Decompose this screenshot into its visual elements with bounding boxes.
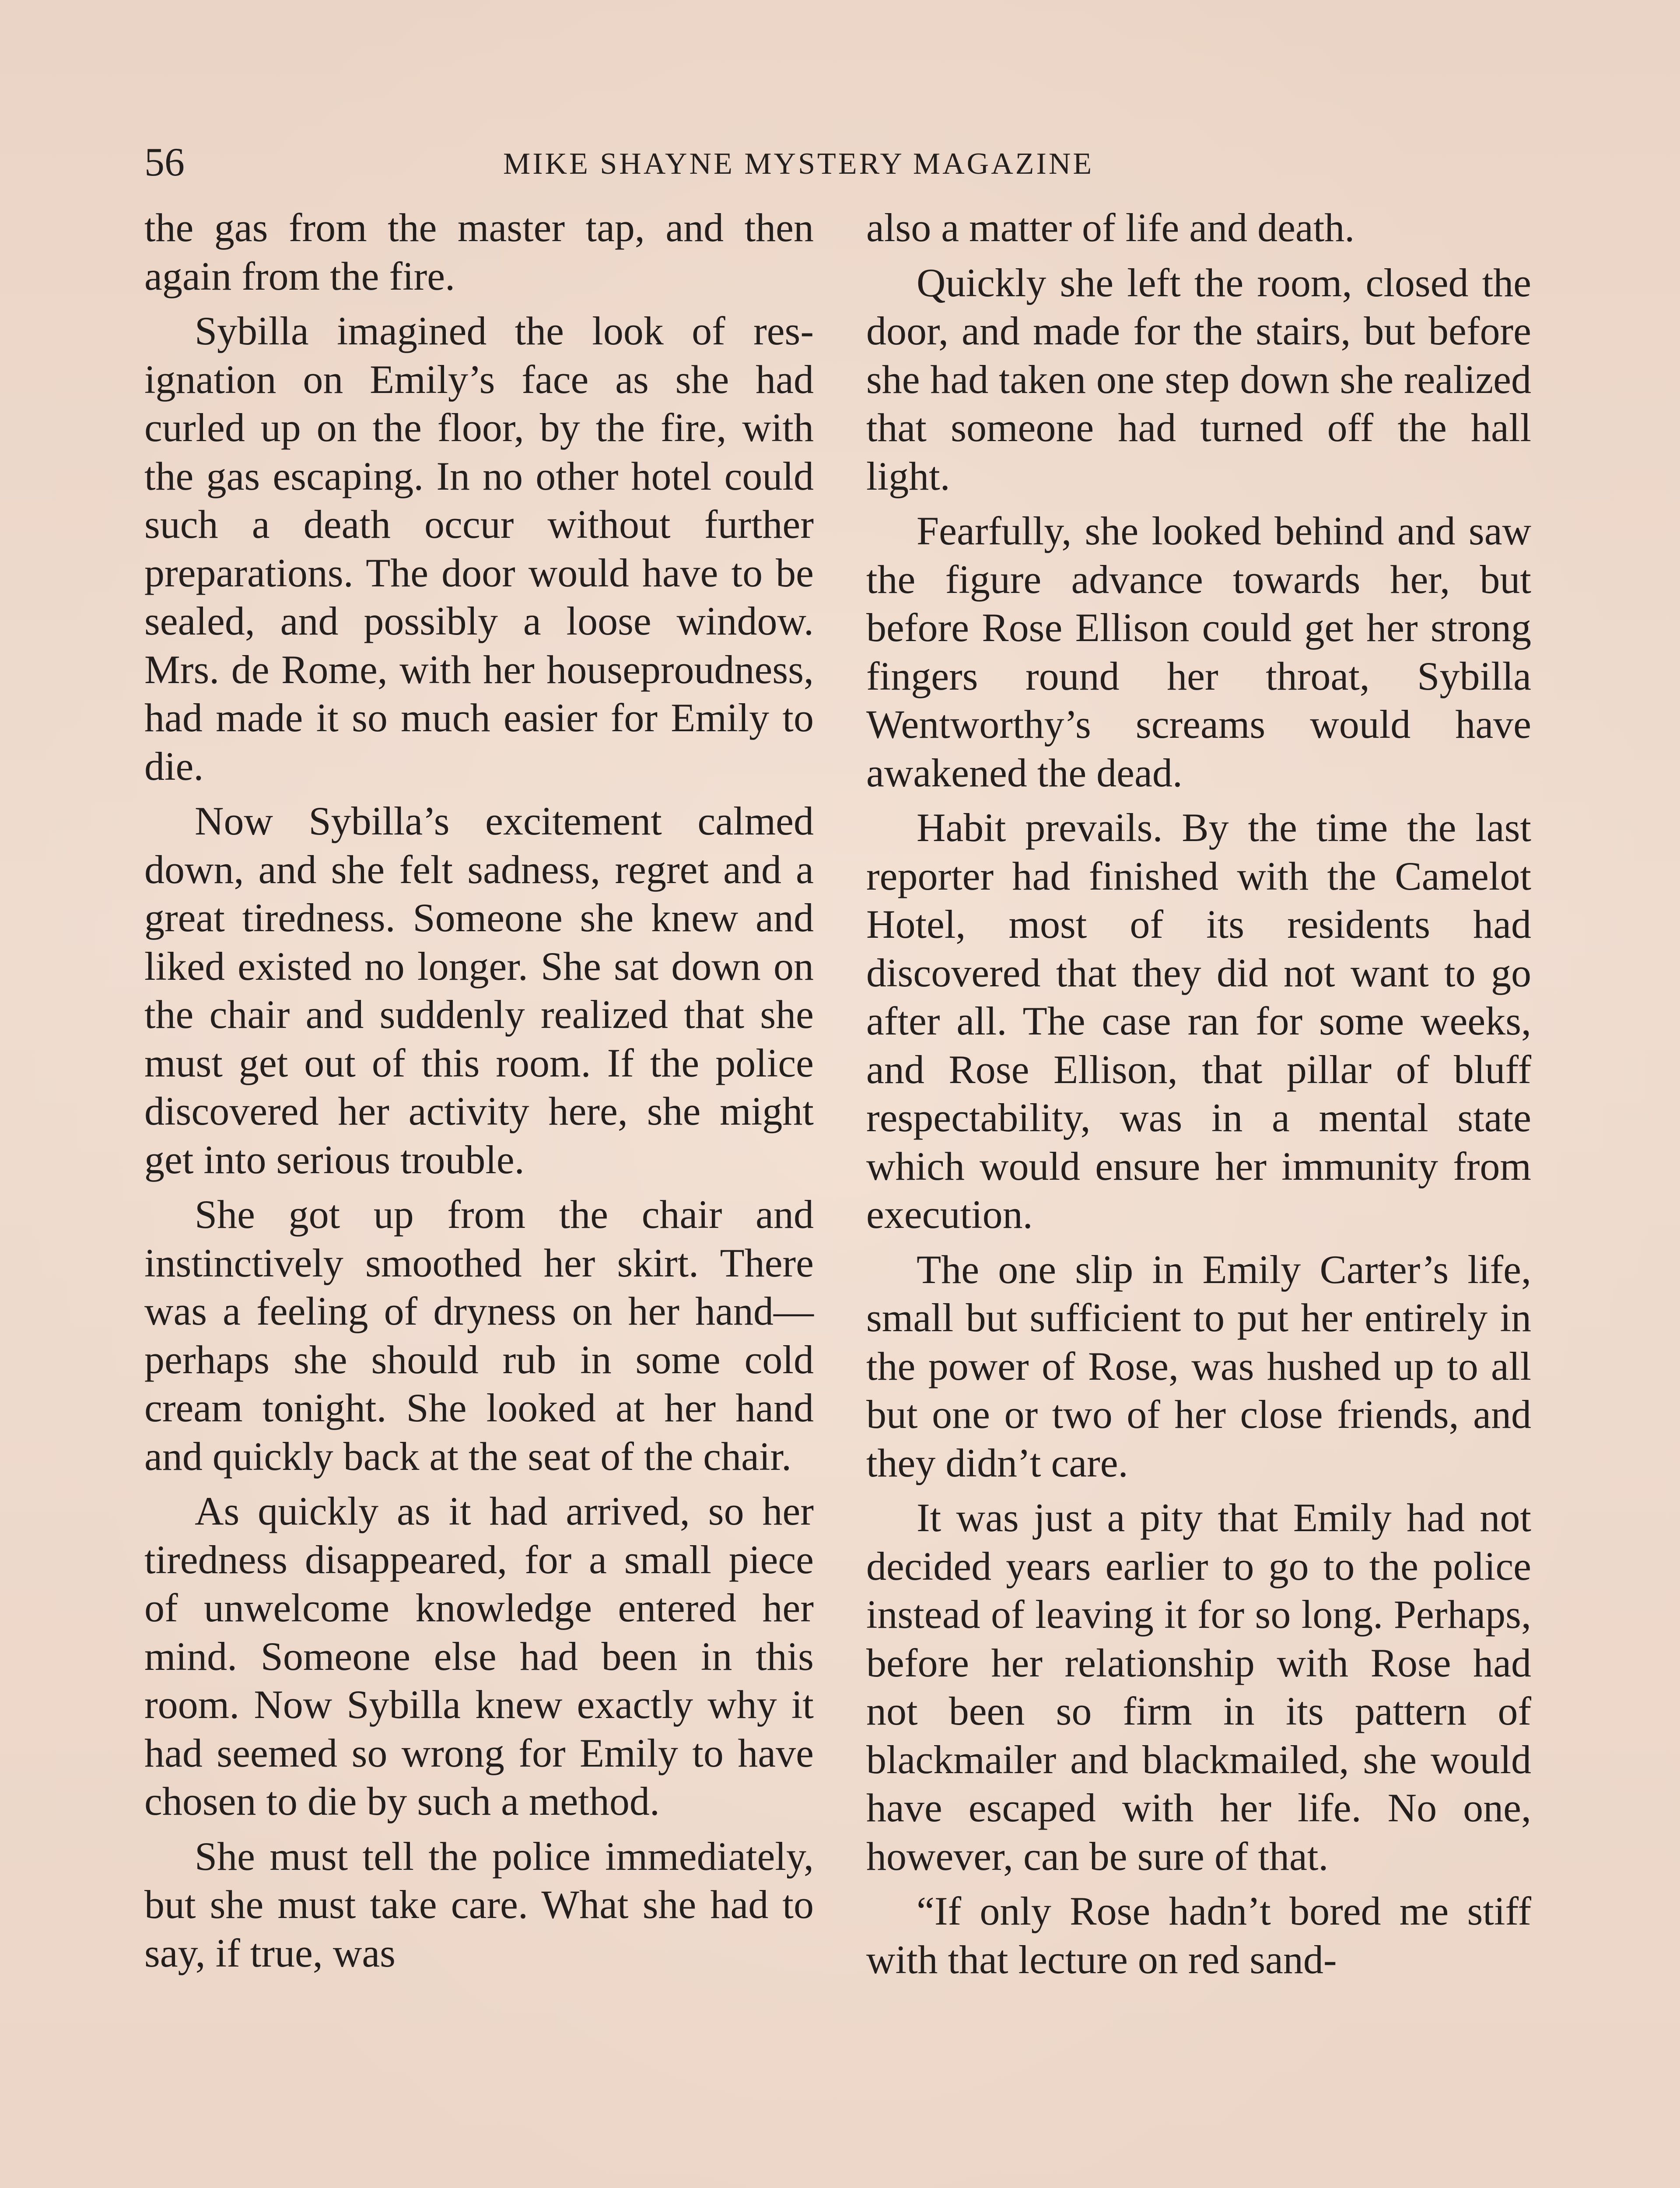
paragraph: Quickly she left the room, closed the door, and made for the stairs, but before she had taken one step down she realized that someone had turned off the hall light.: [866, 260, 1531, 498]
paragraph: The one slip in Emily Carter’s life, small but sufficient to put her entirely in the power of Rose, was hushed up to all but one or two of her close friends, and they didn’t care.: [866, 1247, 1531, 1485]
text-column-right: [866, 203, 1531, 1990]
paragraph: Habit prevails. By the time the last reporter had finished with the Camelot Hotel, most of its residents had discovered that they did not want to go after all. The case ran for some weeks, and Rose Ellison, that pillar of bluff respectability, was in a mental state which would ensure her immunity from execution.: [866, 805, 1531, 1237]
paragraph: Now Sybilla’s excitement calmed down, and she felt sadness, regret and a great tiredness. Someone she knew and liked existed no longer. She sat down on the chair and suddenly realized that she must get out of this room. If the police discovered her activity here, she might get into serious trouble.: [144, 799, 814, 1182]
paragraph: She must tell the police immediately, but she must take care. What she had to say, if true, was: [144, 1834, 814, 1975]
running-head-title: MIKE SHAYNE MYSTERY MAGAZINE: [503, 147, 1094, 181]
paragraph: Fearfully, she looked behind and saw the figure advance towards her, but before Rose Ellison could get her strong fingers round her throat, Sybilla Wentworthy’s screams would have awakened the dead.: [866, 508, 1531, 795]
paragraph: the gas from the master tap, and then again from the fire.: [144, 205, 814, 298]
paragraph: “If only Rose hadn’t bored me stiff with that lecture on red sand-: [866, 1889, 1531, 1982]
paragraph: also a matter of life and death.: [866, 205, 1355, 250]
paragraph: It was just a pity that Emily had not decided years earlier to go to the police instead of leaving it for so long. Perhaps, before her relationship with Rose had not been so firm in its pattern of blackmailer and blackmailed, she would have escaped with her life. No one, however, can be sure of that.: [866, 1495, 1531, 1879]
text-column-left: [144, 203, 814, 1984]
paragraph: As quickly as it had arrived, so her tiredness disappeared, for a small piece of unwelcome knowledge entered her mind. Someone else had been in this room. Now Sybilla knew exactly why it had seemed so wrong for Emily to have chosen to die by such a method.: [144, 1489, 814, 1823]
paragraph: She got up from the chair and instinctively smoothed her skirt. There was a feeling of dryness on her hand—perhaps she should rub in some cold cream tonight. She looked at her hand and quickly back at the seat of the chair.: [144, 1192, 814, 1479]
page-header: [144, 131, 1540, 193]
page-number: 56: [144, 140, 185, 184]
paragraph: Sybilla imagined the look of resignation on Emily’s face as she had curled up on the floor, by the fire, with the gas escaping. In no other hotel could such a death occur without further preparations. The door would have to be sealed, and possibly a loose window. Mrs. de Rome, with her houseproudness, had made it so much easier for Emily to die.: [144, 309, 814, 789]
